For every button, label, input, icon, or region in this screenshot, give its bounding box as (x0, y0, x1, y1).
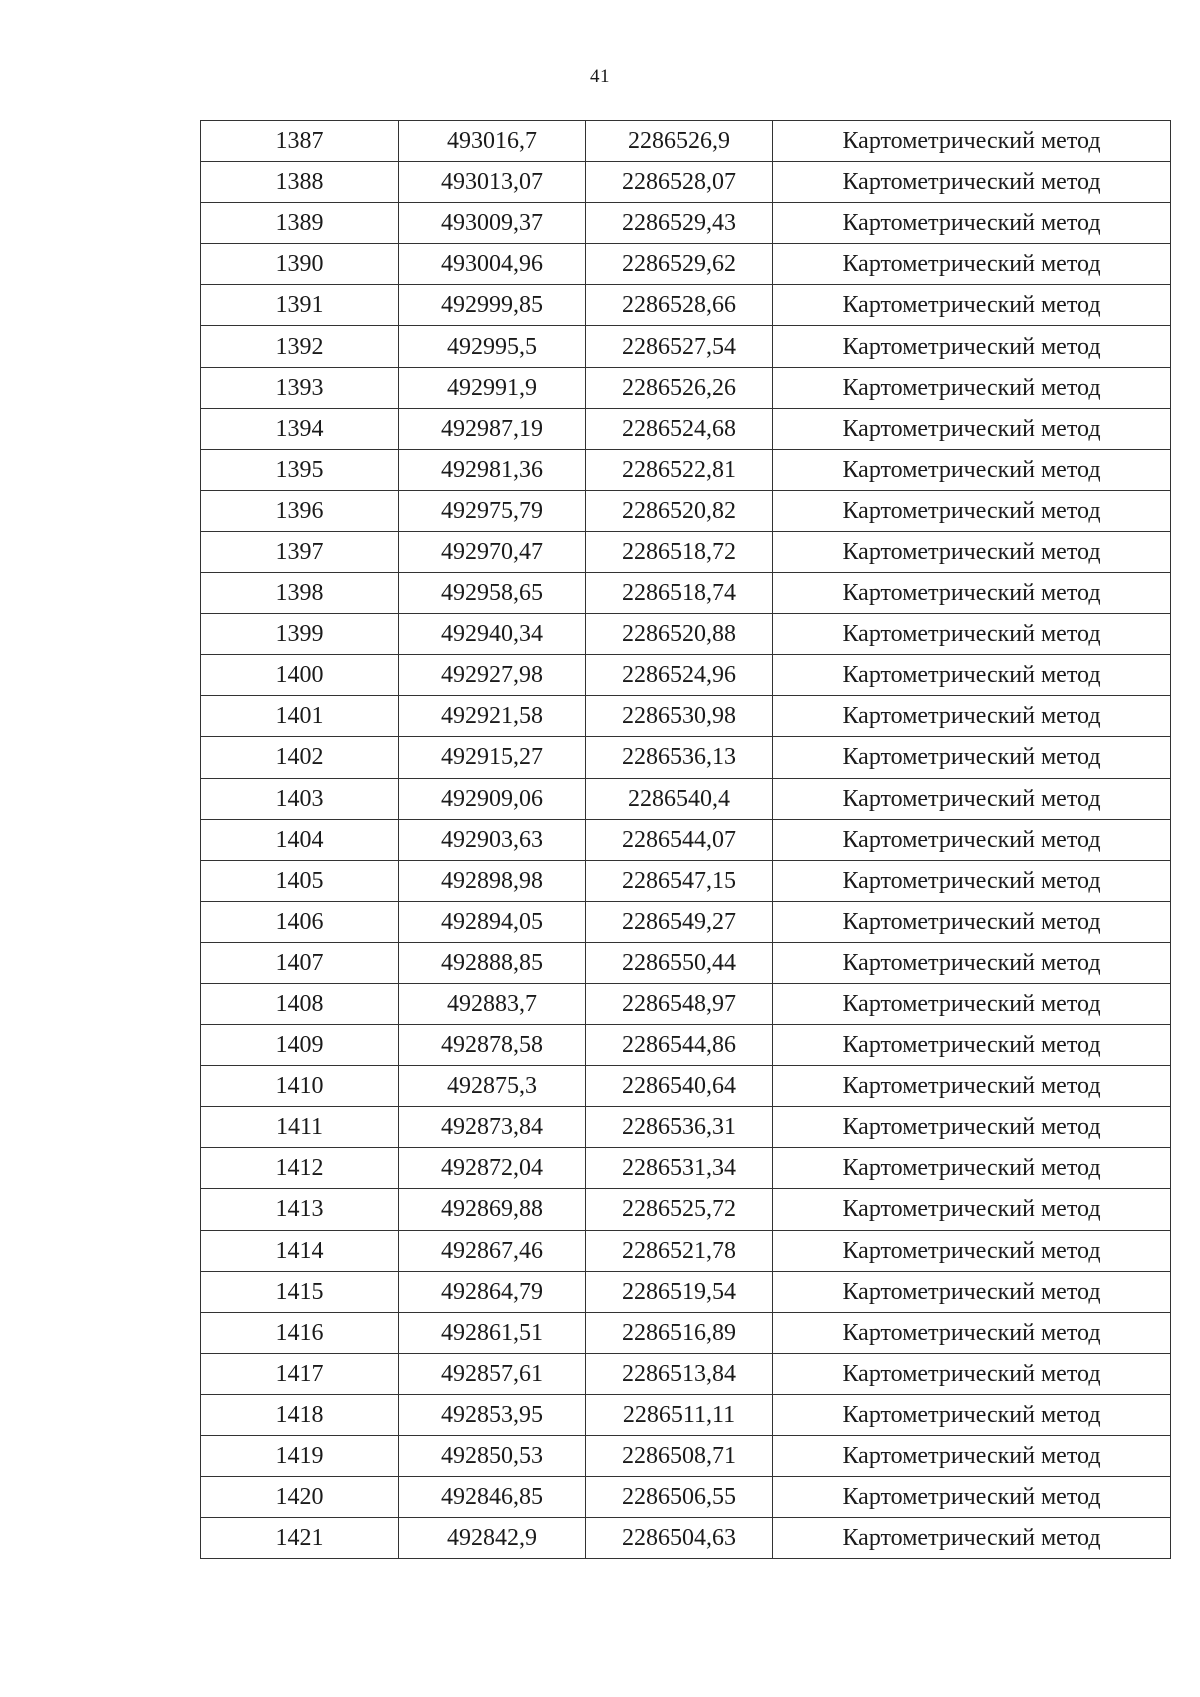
method-cell: Картометрический метод (773, 326, 1171, 367)
x-coordinate-cell: 492991,9 (399, 367, 586, 408)
page-number: 41 (590, 66, 610, 87)
y-coordinate-cell: 2286536,31 (586, 1107, 773, 1148)
table-row (201, 449, 1171, 490)
y-coordinate-cell: 2286548,97 (586, 983, 773, 1024)
point-number-cell: 1412 (201, 1148, 399, 1189)
method-cell: Картометрический метод (773, 901, 1171, 942)
x-coordinate-cell: 492878,58 (399, 1025, 586, 1066)
method-cell: Картометрический метод (773, 1189, 1171, 1230)
x-coordinate-cell: 492869,88 (399, 1189, 586, 1230)
point-number-cell: 1419 (201, 1436, 399, 1477)
table-row (201, 819, 1171, 860)
point-number-cell: 1389 (201, 203, 399, 244)
table-row (201, 490, 1171, 531)
y-coordinate-cell: 2286526,26 (586, 367, 773, 408)
y-coordinate-cell: 2286518,74 (586, 573, 773, 614)
y-coordinate-cell: 2286508,71 (586, 1436, 773, 1477)
method-cell: Картометрический метод (773, 1271, 1171, 1312)
method-cell: Картометрический метод (773, 121, 1171, 162)
x-coordinate-cell: 492940,34 (399, 614, 586, 655)
y-coordinate-cell: 2286540,64 (586, 1066, 773, 1107)
point-number-cell: 1415 (201, 1271, 399, 1312)
y-coordinate-cell: 2286518,72 (586, 531, 773, 572)
point-number-cell: 1417 (201, 1353, 399, 1394)
point-number-cell: 1402 (201, 737, 399, 778)
y-coordinate-cell: 2286544,07 (586, 819, 773, 860)
x-coordinate-cell: 492883,7 (399, 983, 586, 1024)
y-coordinate-cell: 2286547,15 (586, 860, 773, 901)
x-coordinate-cell: 492853,95 (399, 1394, 586, 1435)
table-row (201, 121, 1171, 162)
table-row (201, 203, 1171, 244)
y-coordinate-cell: 2286536,13 (586, 737, 773, 778)
y-coordinate-cell: 2286540,4 (586, 778, 773, 819)
y-coordinate-cell: 2286529,43 (586, 203, 773, 244)
y-coordinate-cell: 2286525,72 (586, 1189, 773, 1230)
x-coordinate-cell: 492915,27 (399, 737, 586, 778)
y-coordinate-cell: 2286550,44 (586, 942, 773, 983)
y-coordinate-cell: 2286513,84 (586, 1353, 773, 1394)
point-number-cell: 1390 (201, 244, 399, 285)
y-coordinate-cell: 2286504,63 (586, 1518, 773, 1559)
table-row (201, 162, 1171, 203)
point-number-cell: 1409 (201, 1025, 399, 1066)
y-coordinate-cell: 2286528,66 (586, 285, 773, 326)
x-coordinate-cell: 492903,63 (399, 819, 586, 860)
method-cell: Картометрический метод (773, 162, 1171, 203)
point-number-cell: 1420 (201, 1477, 399, 1518)
point-number-cell: 1400 (201, 655, 399, 696)
y-coordinate-cell: 2286524,68 (586, 408, 773, 449)
method-cell: Картометрический метод (773, 737, 1171, 778)
method-cell: Картометрический метод (773, 244, 1171, 285)
x-coordinate-cell: 492898,98 (399, 860, 586, 901)
table-row (201, 1394, 1171, 1435)
method-cell: Картометрический метод (773, 285, 1171, 326)
table-row (201, 1312, 1171, 1353)
point-number-cell: 1406 (201, 901, 399, 942)
x-coordinate-cell: 492861,51 (399, 1312, 586, 1353)
method-cell: Картометрический метод (773, 1148, 1171, 1189)
coordinates-table-body (201, 121, 1171, 1559)
x-coordinate-cell: 492970,47 (399, 531, 586, 572)
point-number-cell: 1399 (201, 614, 399, 655)
method-cell: Картометрический метод (773, 1230, 1171, 1271)
point-number-cell: 1391 (201, 285, 399, 326)
point-number-cell: 1397 (201, 531, 399, 572)
x-coordinate-cell: 492958,65 (399, 573, 586, 614)
y-coordinate-cell: 2286530,98 (586, 696, 773, 737)
table-row (201, 737, 1171, 778)
x-coordinate-cell: 492995,5 (399, 326, 586, 367)
method-cell: Картометрический метод (773, 1477, 1171, 1518)
method-cell: Картометрический метод (773, 655, 1171, 696)
y-coordinate-cell: 2286528,07 (586, 162, 773, 203)
method-cell: Картометрический метод (773, 573, 1171, 614)
point-number-cell: 1414 (201, 1230, 399, 1271)
y-coordinate-cell: 2286531,34 (586, 1148, 773, 1189)
point-number-cell: 1410 (201, 1066, 399, 1107)
y-coordinate-cell: 2286506,55 (586, 1477, 773, 1518)
table-row (201, 1271, 1171, 1312)
x-coordinate-cell: 493009,37 (399, 203, 586, 244)
x-coordinate-cell: 492875,3 (399, 1066, 586, 1107)
point-number-cell: 1408 (201, 983, 399, 1024)
point-number-cell: 1398 (201, 573, 399, 614)
table-row (201, 326, 1171, 367)
point-number-cell: 1407 (201, 942, 399, 983)
method-cell: Картометрический метод (773, 1353, 1171, 1394)
point-number-cell: 1394 (201, 408, 399, 449)
y-coordinate-cell: 2286524,96 (586, 655, 773, 696)
x-coordinate-cell: 492987,19 (399, 408, 586, 449)
table-row (201, 696, 1171, 737)
x-coordinate-cell: 492975,79 (399, 490, 586, 531)
method-cell: Картометрический метод (773, 1312, 1171, 1353)
table-row (201, 655, 1171, 696)
table-row (201, 1477, 1171, 1518)
point-number-cell: 1404 (201, 819, 399, 860)
table-row (201, 531, 1171, 572)
y-coordinate-cell: 2286522,81 (586, 449, 773, 490)
table-row (201, 408, 1171, 449)
point-number-cell: 1405 (201, 860, 399, 901)
x-coordinate-cell: 492842,9 (399, 1518, 586, 1559)
x-coordinate-cell: 492873,84 (399, 1107, 586, 1148)
table-row (201, 942, 1171, 983)
coordinates-table (200, 120, 1171, 1559)
method-cell: Картометрический метод (773, 614, 1171, 655)
method-cell: Картометрический метод (773, 860, 1171, 901)
y-coordinate-cell: 2286511,11 (586, 1394, 773, 1435)
y-coordinate-cell: 2286526,9 (586, 121, 773, 162)
point-number-cell: 1393 (201, 367, 399, 408)
x-coordinate-cell: 493004,96 (399, 244, 586, 285)
x-coordinate-cell: 492867,46 (399, 1230, 586, 1271)
x-coordinate-cell: 492927,98 (399, 655, 586, 696)
table-row (201, 1148, 1171, 1189)
point-number-cell: 1418 (201, 1394, 399, 1435)
method-cell: Картометрический метод (773, 1436, 1171, 1477)
table-row (201, 244, 1171, 285)
y-coordinate-cell: 2286529,62 (586, 244, 773, 285)
table-row (201, 1518, 1171, 1559)
x-coordinate-cell: 492909,06 (399, 778, 586, 819)
y-coordinate-cell: 2286519,54 (586, 1271, 773, 1312)
x-coordinate-cell: 492888,85 (399, 942, 586, 983)
table-row (201, 1353, 1171, 1394)
table-row (201, 901, 1171, 942)
y-coordinate-cell: 2286521,78 (586, 1230, 773, 1271)
point-number-cell: 1416 (201, 1312, 399, 1353)
table-row (201, 860, 1171, 901)
table-row (201, 778, 1171, 819)
method-cell: Картометрический метод (773, 1518, 1171, 1559)
y-coordinate-cell: 2286527,54 (586, 326, 773, 367)
method-cell: Картометрический метод (773, 696, 1171, 737)
table-row (201, 1025, 1171, 1066)
point-number-cell: 1421 (201, 1518, 399, 1559)
method-cell: Картометрический метод (773, 367, 1171, 408)
x-coordinate-cell: 492846,85 (399, 1477, 586, 1518)
method-cell: Картометрический метод (773, 942, 1171, 983)
point-number-cell: 1411 (201, 1107, 399, 1148)
method-cell: Картометрический метод (773, 983, 1171, 1024)
x-coordinate-cell: 492921,58 (399, 696, 586, 737)
method-cell: Картометрический метод (773, 819, 1171, 860)
x-coordinate-cell: 492999,85 (399, 285, 586, 326)
point-number-cell: 1395 (201, 449, 399, 490)
x-coordinate-cell: 493013,07 (399, 162, 586, 203)
point-number-cell: 1396 (201, 490, 399, 531)
method-cell: Картометрический метод (773, 1107, 1171, 1148)
x-coordinate-cell: 492864,79 (399, 1271, 586, 1312)
x-coordinate-cell: 492857,61 (399, 1353, 586, 1394)
table-row (201, 367, 1171, 408)
method-cell: Картометрический метод (773, 531, 1171, 572)
table-row (201, 1436, 1171, 1477)
table-row (201, 573, 1171, 614)
table-row (201, 1189, 1171, 1230)
point-number-cell: 1392 (201, 326, 399, 367)
method-cell: Картометрический метод (773, 1025, 1171, 1066)
y-coordinate-cell: 2286520,82 (586, 490, 773, 531)
point-number-cell: 1388 (201, 162, 399, 203)
table-row (201, 983, 1171, 1024)
method-cell: Картометрический метод (773, 490, 1171, 531)
point-number-cell: 1403 (201, 778, 399, 819)
y-coordinate-cell: 2286544,86 (586, 1025, 773, 1066)
table-row (201, 1230, 1171, 1271)
y-coordinate-cell: 2286549,27 (586, 901, 773, 942)
method-cell: Картометрический метод (773, 408, 1171, 449)
x-coordinate-cell: 493016,7 (399, 121, 586, 162)
x-coordinate-cell: 492850,53 (399, 1436, 586, 1477)
point-number-cell: 1413 (201, 1189, 399, 1230)
method-cell: Картометрический метод (773, 449, 1171, 490)
y-coordinate-cell: 2286520,88 (586, 614, 773, 655)
method-cell: Картометрический метод (773, 1394, 1171, 1435)
point-number-cell: 1401 (201, 696, 399, 737)
table-row (201, 614, 1171, 655)
table-row (201, 1107, 1171, 1148)
method-cell: Картометрический метод (773, 1066, 1171, 1107)
table-row (201, 1066, 1171, 1107)
x-coordinate-cell: 492894,05 (399, 901, 586, 942)
y-coordinate-cell: 2286516,89 (586, 1312, 773, 1353)
table-row (201, 285, 1171, 326)
method-cell: Картометрический метод (773, 778, 1171, 819)
x-coordinate-cell: 492981,36 (399, 449, 586, 490)
method-cell: Картометрический метод (773, 203, 1171, 244)
point-number-cell: 1387 (201, 121, 399, 162)
x-coordinate-cell: 492872,04 (399, 1148, 586, 1189)
